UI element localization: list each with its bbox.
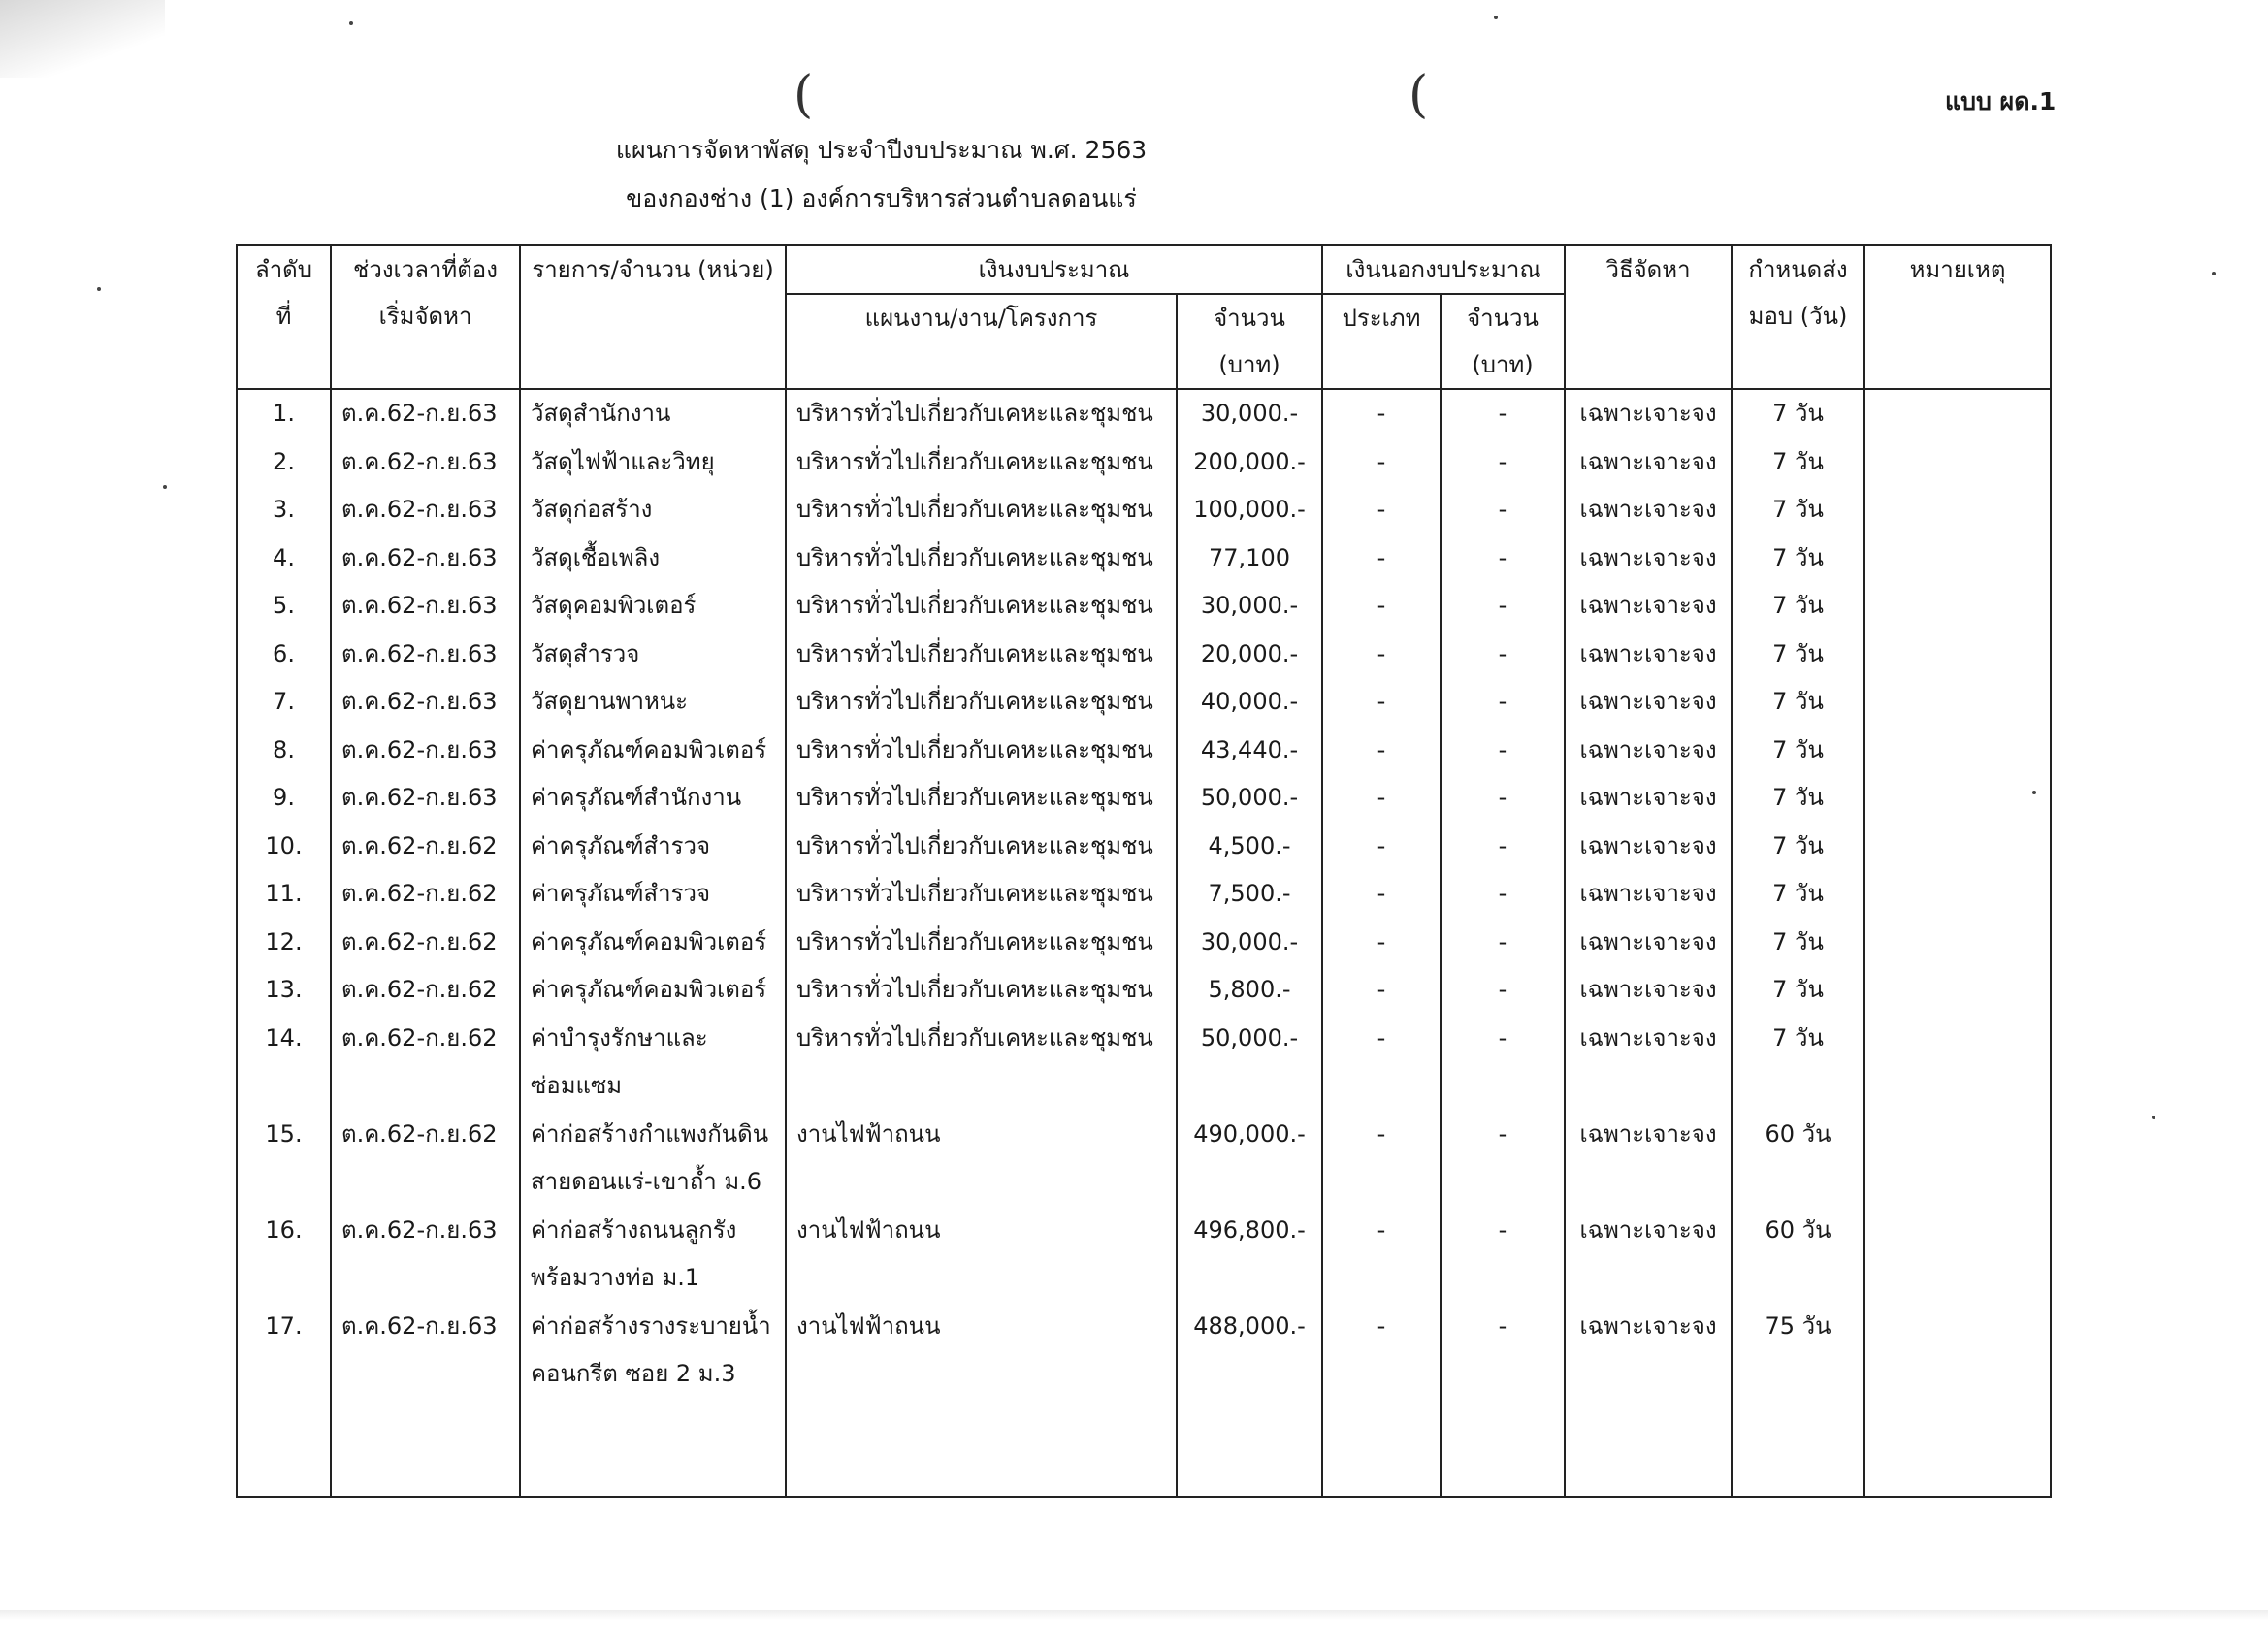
cell-off-type: - (1322, 1111, 1441, 1207)
cell-method: เฉพาะเจาะจง (1565, 534, 1732, 583)
cell-period: ต.ค.62-ก.ย.63 (331, 438, 520, 487)
cell-budget-amount: 490,000.- (1177, 1111, 1322, 1207)
table-row (237, 1207, 2051, 1303)
scan-speck (1494, 16, 1498, 19)
table-row (237, 870, 2051, 919)
cell-off-amount: - (1441, 966, 1565, 1015)
cell-budget-amount: 43,440.- (1177, 727, 1322, 775)
cell-off-type: - (1322, 1303, 1441, 1399)
table-row (237, 1111, 2051, 1207)
table-body (237, 389, 2051, 1497)
cell-order: 5. (237, 582, 331, 630)
cell-off-amount: - (1441, 823, 1565, 871)
cell-period: ต.ค.62-ก.ย.62 (331, 1015, 520, 1111)
cell-plan: บริหารทั่วไปเกี่ยวกับเคหะและชุมชน (786, 727, 1177, 775)
cell-delivery-days: 7 วัน (1732, 582, 1864, 630)
cell-delivery-days: 7 วัน (1732, 919, 1864, 967)
cell-budget-amount: 100,000.- (1177, 486, 1322, 534)
cell-period: ต.ค.62-ก.ย.63 (331, 727, 520, 775)
cell-order: 14. (237, 1015, 331, 1111)
cell-plan: บริหารทั่วไปเกี่ยวกับเคหะและชุมชน (786, 870, 1177, 919)
header-budget: เงินงบประมาณ (786, 245, 1322, 294)
table-row (237, 823, 2051, 871)
cell-method: เฉพาะเจาะจง (1565, 1111, 1732, 1207)
cell-delivery-days: 7 วัน (1732, 678, 1864, 727)
cell-blank (331, 1399, 520, 1497)
cell-method: เฉพาะเจาะจง (1565, 1207, 1732, 1303)
header-remark: หมายเหตุ (1864, 245, 2051, 389)
cell-delivery-days: 7 วัน (1732, 870, 1864, 919)
cell-period: ต.ค.62-ก.ย.63 (331, 678, 520, 727)
table-header-row-1 (237, 245, 2051, 294)
table-row (237, 678, 2051, 727)
cell-plan: บริหารทั่วไปเกี่ยวกับเคหะและชุมชน (786, 919, 1177, 967)
cell-off-amount: - (1441, 582, 1565, 630)
cell-period: ต.ค.62-ก.ย.62 (331, 870, 520, 919)
cell-remark (1864, 486, 2051, 534)
cell-period: ต.ค.62-ก.ย.63 (331, 486, 520, 534)
table-row (237, 1015, 2051, 1111)
cell-off-type: - (1322, 582, 1441, 630)
cell-plan: งานไฟฟ้าถนน (786, 1207, 1177, 1303)
punch-hole-mark-left: ( (794, 66, 814, 124)
cell-delivery-days: 60 วัน (1732, 1111, 1864, 1207)
cell-delivery-days: 7 วัน (1732, 486, 1864, 534)
cell-budget-amount: 50,000.- (1177, 1015, 1322, 1111)
cell-off-type: - (1322, 823, 1441, 871)
cell-blank (1565, 1399, 1732, 1497)
cell-remark (1864, 678, 2051, 727)
cell-remark (1864, 870, 2051, 919)
cell-delivery-days: 75 วัน (1732, 1303, 1864, 1399)
cell-method: เฉพาะเจาะจง (1565, 1015, 1732, 1111)
document-title (0, 126, 1763, 223)
cell-order: 8. (237, 727, 331, 775)
cell-plan: บริหารทั่วไปเกี่ยวกับเคหะและชุมชน (786, 774, 1177, 823)
cell-remark (1864, 1111, 2051, 1207)
cell-item: ค่าครุภัณฑ์สำรวจ (520, 823, 786, 871)
scan-speck (163, 485, 167, 489)
cell-method: เฉพาะเจาะจง (1565, 582, 1732, 630)
cell-plan: งานไฟฟ้าถนน (786, 1303, 1177, 1399)
cell-item: วัสดุยานพาหนะ (520, 678, 786, 727)
cell-delivery-days: 7 วัน (1732, 1015, 1864, 1111)
cell-delivery-days: 7 วัน (1732, 774, 1864, 823)
cell-budget-amount: 496,800.- (1177, 1207, 1322, 1303)
cell-item: ค่าครุภัณฑ์คอมพิวเตอร์ (520, 966, 786, 1015)
table-blank-row (237, 1399, 2051, 1497)
cell-remark (1864, 582, 2051, 630)
cell-remark (1864, 1207, 2051, 1303)
cell-plan: บริหารทั่วไปเกี่ยวกับเคหะและชุมชน (786, 389, 1177, 438)
cell-item: ค่าก่อสร้างถนนลูกรัง พร้อมวางท่อ ม.1 (520, 1207, 786, 1303)
table-row (237, 919, 2051, 967)
table-row (237, 582, 2051, 630)
cell-off-amount: - (1441, 774, 1565, 823)
header-off-amount: จำนวน (บาท) (1441, 294, 1565, 389)
table-row (237, 534, 2051, 583)
cell-off-type: - (1322, 438, 1441, 487)
cell-period: ต.ค.62-ก.ย.62 (331, 823, 520, 871)
cell-off-amount: - (1441, 919, 1565, 967)
cell-plan: บริหารทั่วไปเกี่ยวกับเคหะและชุมชน (786, 966, 1177, 1015)
cell-delivery-days: 7 วัน (1732, 534, 1864, 583)
table-row (237, 438, 2051, 487)
cell-off-type: - (1322, 727, 1441, 775)
scan-corner-shadow (0, 0, 165, 78)
cell-off-type: - (1322, 870, 1441, 919)
cell-plan: บริหารทั่วไปเกี่ยวกับเคหะและชุมชน (786, 1015, 1177, 1111)
cell-budget-amount: 30,000.- (1177, 919, 1322, 967)
cell-remark (1864, 1015, 2051, 1111)
cell-remark (1864, 823, 2051, 871)
table-row (237, 774, 2051, 823)
cell-period: ต.ค.62-ก.ย.62 (331, 1111, 520, 1207)
cell-order: 1. (237, 389, 331, 438)
cell-delivery-days: 7 วัน (1732, 727, 1864, 775)
cell-remark (1864, 966, 2051, 1015)
cell-method: เฉพาะเจาะจง (1565, 774, 1732, 823)
cell-off-amount: - (1441, 1207, 1565, 1303)
cell-order: 4. (237, 534, 331, 583)
cell-blank (1732, 1399, 1864, 1497)
header-item: รายการ/จำนวน (หน่วย) (520, 245, 786, 389)
cell-plan: บริหารทั่วไปเกี่ยวกับเคหะและชุมชน (786, 823, 1177, 871)
cell-budget-amount: 4,500.- (1177, 823, 1322, 871)
cell-blank (1441, 1399, 1565, 1497)
header-offbudget: เงินนอกงบประมาณ (1322, 245, 1565, 294)
cell-item: วัสดุคอมพิวเตอร์ (520, 582, 786, 630)
cell-order: 12. (237, 919, 331, 967)
header-order: ลำดับ ที่ (237, 245, 331, 389)
title-line-1: แผนการจัดหาพัสดุ ประจำปีงบประมาณ พ.ศ. 2563 (615, 136, 1148, 164)
cell-blank (786, 1399, 1177, 1497)
cell-plan: บริหารทั่วไปเกี่ยวกับเคหะและชุมชน (786, 438, 1177, 487)
cell-off-type: - (1322, 630, 1441, 679)
cell-budget-amount: 50,000.- (1177, 774, 1322, 823)
cell-remark (1864, 534, 2051, 583)
cell-budget-amount: 40,000.- (1177, 678, 1322, 727)
cell-budget-amount: 20,000.- (1177, 630, 1322, 679)
cell-plan: บริหารทั่วไปเกี่ยวกับเคหะและชุมชน (786, 630, 1177, 679)
cell-budget-amount: 30,000.- (1177, 389, 1322, 438)
cell-off-type: - (1322, 1207, 1441, 1303)
cell-order: 10. (237, 823, 331, 871)
header-period: ช่วงเวลาที่ต้อง เริ่มจัดหา (331, 245, 520, 389)
cell-method: เฉพาะเจาะจง (1565, 486, 1732, 534)
cell-item: ค่าครุภัณฑ์คอมพิวเตอร์ (520, 919, 786, 967)
cell-off-type: - (1322, 919, 1441, 967)
cell-off-amount: - (1441, 870, 1565, 919)
cell-item: วัสดุสำนักงาน (520, 389, 786, 438)
punch-hole-mark-right: ( (1409, 66, 1429, 124)
cell-period: ต.ค.62-ก.ย.63 (331, 1303, 520, 1399)
header-budget-amount: จำนวน (บาท) (1177, 294, 1322, 389)
cell-item: วัสดุเชื้อเพลิง (520, 534, 786, 583)
cell-plan: บริหารทั่วไปเกี่ยวกับเคหะและชุมชน (786, 534, 1177, 583)
cell-plan: บริหารทั่วไปเกี่ยวกับเคหะและชุมชน (786, 582, 1177, 630)
cell-order: 16. (237, 1207, 331, 1303)
cell-off-type: - (1322, 774, 1441, 823)
cell-budget-amount: 30,000.- (1177, 582, 1322, 630)
cell-item: วัสดุก่อสร้าง (520, 486, 786, 534)
header-delivery: กำหนดส่ง มอบ (วัน) (1732, 245, 1864, 389)
cell-period: ต.ค.62-ก.ย.63 (331, 389, 520, 438)
cell-plan: บริหารทั่วไปเกี่ยวกับเคหะและชุมชน (786, 678, 1177, 727)
cell-method: เฉพาะเจาะจง (1565, 870, 1732, 919)
cell-method: เฉพาะเจาะจง (1565, 678, 1732, 727)
cell-order: 9. (237, 774, 331, 823)
cell-off-type: - (1322, 678, 1441, 727)
cell-order: 2. (237, 438, 331, 487)
cell-order: 15. (237, 1111, 331, 1207)
cell-budget-amount: 200,000.- (1177, 438, 1322, 487)
cell-off-type: - (1322, 389, 1441, 438)
cell-method: เฉพาะเจาะจง (1565, 1303, 1732, 1399)
cell-delivery-days: 60 วัน (1732, 1207, 1864, 1303)
cell-budget-amount: 5,800.- (1177, 966, 1322, 1015)
cell-off-amount: - (1441, 389, 1565, 438)
cell-off-amount: - (1441, 1111, 1565, 1207)
cell-method: เฉพาะเจาะจง (1565, 389, 1732, 438)
cell-off-amount: - (1441, 678, 1565, 727)
cell-delivery-days: 7 วัน (1732, 823, 1864, 871)
cell-period: ต.ค.62-ก.ย.63 (331, 630, 520, 679)
cell-blank (1864, 1399, 2051, 1497)
cell-method: เฉพาะเจาะจง (1565, 919, 1732, 967)
header-off-type: ประเภท (1322, 294, 1441, 389)
cell-item: ค่าก่อสร้างรางระบายน้ำ คอนกรีต ซอย 2 ม.3 (520, 1303, 786, 1399)
cell-remark (1864, 919, 2051, 967)
cell-period: ต.ค.62-ก.ย.63 (331, 582, 520, 630)
cell-delivery-days: 7 วัน (1732, 438, 1864, 487)
table-row (237, 389, 2051, 438)
cell-order: 17. (237, 1303, 331, 1399)
cell-plan: บริหารทั่วไปเกี่ยวกับเคหะและชุมชน (786, 486, 1177, 534)
cell-off-amount: - (1441, 727, 1565, 775)
cell-remark (1864, 1303, 2051, 1399)
cell-period: ต.ค.62-ก.ย.62 (331, 919, 520, 967)
cell-blank (1177, 1399, 1322, 1497)
header-budget-plan: แผนงาน/งาน/โครงการ (786, 294, 1177, 389)
cell-off-type: - (1322, 486, 1441, 534)
cell-item: วัสดุสำรวจ (520, 630, 786, 679)
cell-order: 11. (237, 870, 331, 919)
cell-blank (520, 1399, 786, 1497)
cell-item: ค่าบำรุงรักษาและ ซ่อมแซม (520, 1015, 786, 1111)
cell-off-amount: - (1441, 438, 1565, 487)
cell-off-type: - (1322, 966, 1441, 1015)
cell-off-type: - (1322, 534, 1441, 583)
cell-delivery-days: 7 วัน (1732, 966, 1864, 1015)
cell-method: เฉพาะเจาะจง (1565, 438, 1732, 487)
table-row (237, 486, 2051, 534)
scan-speck (2152, 1116, 2155, 1119)
cell-period: ต.ค.62-ก.ย.62 (331, 966, 520, 1015)
cell-budget-amount: 77,100 (1177, 534, 1322, 583)
form-code: แบบ ผด.1 (1945, 87, 2057, 115)
cell-order: 13. (237, 966, 331, 1015)
scan-speck (349, 21, 353, 25)
cell-blank (237, 1399, 331, 1497)
cell-method: เฉพาะเจาะจง (1565, 727, 1732, 775)
cell-item: ค่าครุภัณฑ์สำรวจ (520, 870, 786, 919)
cell-order: 6. (237, 630, 331, 679)
cell-item: วัสดุไฟฟ้าและวิทยุ (520, 438, 786, 487)
cell-method: เฉพาะเจาะจง (1565, 966, 1732, 1015)
header-method: วิธีจัดหา (1565, 245, 1732, 389)
cell-remark (1864, 630, 2051, 679)
cell-period: ต.ค.62-ก.ย.63 (331, 1207, 520, 1303)
cell-remark (1864, 774, 2051, 823)
cell-off-amount: - (1441, 1303, 1565, 1399)
procurement-plan-table (236, 244, 2052, 1498)
cell-method: เฉพาะเจาะจง (1565, 630, 1732, 679)
cell-off-amount: - (1441, 1015, 1565, 1111)
title-line-2: ของกองช่าง (1) องค์การบริหารส่วนตำบลดอนแร่ (626, 184, 1137, 212)
cell-item: ค่าครุภัณฑ์คอมพิวเตอร์ (520, 727, 786, 775)
cell-period: ต.ค.62-ก.ย.63 (331, 534, 520, 583)
cell-item: ค่าก่อสร้างกำแพงกันดิน สายดอนแร่-เขาถ้ำ ม.6 (520, 1111, 786, 1207)
cell-method: เฉพาะเจาะจง (1565, 823, 1732, 871)
cell-item: ค่าครุภัณฑ์สำนักงาน (520, 774, 786, 823)
cell-plan: งานไฟฟ้าถนน (786, 1111, 1177, 1207)
cell-remark (1864, 727, 2051, 775)
scan-speck (2212, 272, 2216, 275)
table-row (237, 630, 2051, 679)
cell-order: 3. (237, 486, 331, 534)
cell-delivery-days: 7 วัน (1732, 630, 1864, 679)
cell-budget-amount: 488,000.- (1177, 1303, 1322, 1399)
scan-speck (97, 287, 101, 291)
cell-off-amount: - (1441, 486, 1565, 534)
table-row (237, 727, 2051, 775)
cell-budget-amount: 7,500.- (1177, 870, 1322, 919)
cell-blank (1322, 1399, 1441, 1497)
cell-period: ต.ค.62-ก.ย.63 (331, 774, 520, 823)
cell-order: 7. (237, 678, 331, 727)
scan-bottom-edge (0, 1610, 2268, 1620)
cell-off-amount: - (1441, 534, 1565, 583)
cell-delivery-days: 7 วัน (1732, 389, 1864, 438)
cell-remark (1864, 389, 2051, 438)
cell-remark (1864, 438, 2051, 487)
table-row (237, 1303, 2051, 1399)
table-row (237, 966, 2051, 1015)
cell-off-amount: - (1441, 630, 1565, 679)
cell-off-type: - (1322, 1015, 1441, 1111)
